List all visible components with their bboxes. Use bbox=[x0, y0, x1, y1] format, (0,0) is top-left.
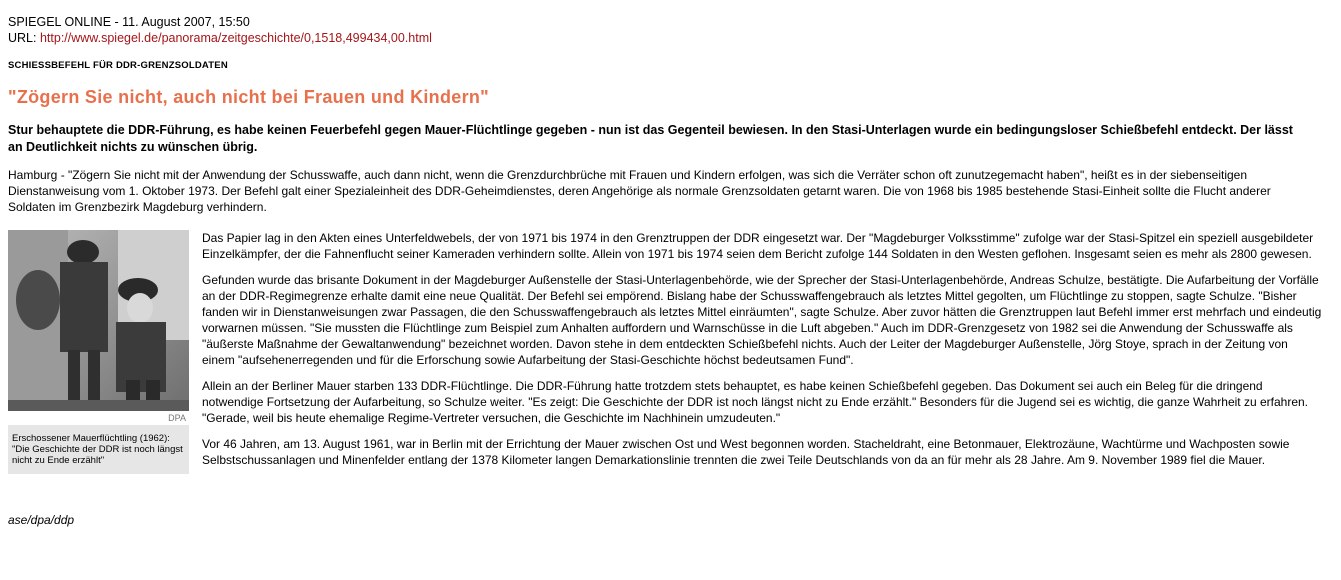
article-lead: Stur behauptete die DDR-Führung, es habe keinen Feuerbefehl gegen Mauer-Flüchtlinge gegeben - nun ist das Gegenteil bewiesen. In den Stasi-Unterlagen wurde ein bedingungsloser Schießbefehl entdeckt. Der lässt an Deutlichkeit nichts zu wünschen übrig. bbox=[8, 123, 1293, 154]
body-paragraph: Gefunden wurde das brisante Dokument in der Magdeburger Außenstelle der Stasi-Unterlagenbehörde, wie der Sprecher der Stasi-Unterlagenbehörde, Andreas Schulze, bestätigte. Die Aufarbeitung der Vorfälle an der DDR-Regimegrenze erhalte damit eine neue Qualität. Der Befehl sei empörend. Bislang habe der Schusswaffengebrauch als letztes Mittel gegolten, um Flüchtlinge zu stoppen, sagte Schulze. "Bisher fanden wir in Dienstanweisungen zwar Passagen, die den Schusswaffengebrauch als letztes Mittel einräumten", sagte Schulze. Aber zuvor hätten die Grenztruppen laut Befehl immer erst mehrfach und eindeutig vorwarnen müssen. "Sie mussten die Flüchtlinge zum Beispiel zum Anhalten auffordern und Warnschüsse in die Luft abgeben." Auch im DDR-Grenzgesetz von 1982 sei die Anwendung der Schusswaffe als "äußerste Maßnahme der Gewaltanwendung" bezeichnet worden. Davon stehe in dem entdeckten Schießbefehl nichts. Auch der Leiter der Magdeburger Außenstelle, Jörg Stoye, sprach in der Zeitung von einem "aufsehenerregenden und für die Erforschung sowie Aufarbeitung der Stasi-Geschichte höchst bedeutsamen Fund". bbox=[202, 273, 1322, 367]
article-body-row bbox=[8, 230, 1328, 505]
body-paragraph: Vor 46 Jahren, am 13. August 1961, war in Berlin mit der Errichtung der Mauer zwischen Ost und West begonnen worden. Stacheldraht, eine Betonmauer, Elektrozäune, Wachtürme und Wachposten sowie Selbstschussanlagen und Minenfelder entlang der 1378 Kilometer langen Demarkationslinie trennten die zwei Teile Deutschlands von da an für mehr als 28 Jahre. Am 9. November 1989 fiel die Mauer. bbox=[202, 437, 1290, 467]
photo-credit: DPA bbox=[8, 411, 189, 425]
body-paragraph: Das Papier lag in den Akten eines Unterfeldwebels, der von 1971 bis 1974 in den Grenztruppen der DDR eingesetzt war. Der "Magdeburger Volksstimme" zufolge war der Stasi-Spitzel ein speziell ausgebildeter Einzelkämpfer, der die Fahnenflucht seiner Kameraden verhindern sollte. Allein von 1971 bis 1974 seien dem Bericht zufolge 144 Soldaten in den Westen geflohen. Insgesamt seien es mehr als 2800 gewesen. bbox=[202, 231, 1314, 261]
article-headline: "Zögern Sie nicht, auch nicht bei Frauen und Kindern" bbox=[8, 87, 489, 107]
body-paragraph: Allein an der Berliner Mauer starben 133 DDR-Flüchtlinge. Die DDR-Führung hatte trotzdem stets behauptet, es habe keinen Schießbefehl gegeben. Das Dokument sei auch ein Beleg für die dringend notwendige Fortsetzung der Aufarbeitung, so Schulze weiter. "Es zeigt: Die Geschichte der DDR ist noch längst nicht zu Ende erzählt." Besonders für die Jugend sei es wichtig, die ganze Wahrheit zu erfahren. "Gerade, weil bis heute ehemalige Regime-Vertreter versuchen, die Geschichte im Nachhinein umzudeuten." bbox=[202, 379, 1309, 425]
article-intro: Hamburg - "Zögern Sie nicht mit der Anwendung der Schusswaffe, auch dann nicht, wenn die Grenzdurchbrüche mit Frauen und Kindern erfolgen, was sich die Verräter schon oft zunutzegemacht haben", heißt es in der siebenseitigen Dienstanweisung vom 1. Oktober 1973. Der Befehl galt einer Spezialeinheit des DDR-Geheimdienstes, deren Angehörige als normale Grenzsoldaten getarnt waren. Die von 1968 bis 1985 bestehende Stasi-Einheit sollte die Flucht anderer Soldaten im Grenzbezirk Magdeburg verhindern. bbox=[8, 168, 1271, 214]
photo-box bbox=[8, 230, 189, 474]
url-line bbox=[8, 30, 1328, 46]
dateline: SPIEGEL ONLINE - 11. August 2007, 15:50 bbox=[8, 15, 250, 29]
photo-caption: Erschossener Mauerflüchtling (1962): "Die Geschichte der DDR ist noch längst nicht zu Ende erzählt" bbox=[12, 433, 183, 466]
article-url-link[interactable]: http://www.spiegel.de/panorama/zeitgeschichte/0,1518,499434,00.html bbox=[39, 31, 432, 45]
photo-illustration bbox=[8, 230, 189, 411]
article-kicker: SCHIESSBEFEHL FÜR DDR-GRENZSOLDATEN bbox=[8, 60, 228, 71]
article-photo bbox=[8, 230, 189, 411]
url-label: URL: bbox=[8, 31, 37, 45]
article-body bbox=[202, 230, 1322, 478]
article-footer-agencies: ase/dpa/ddp bbox=[8, 513, 75, 527]
